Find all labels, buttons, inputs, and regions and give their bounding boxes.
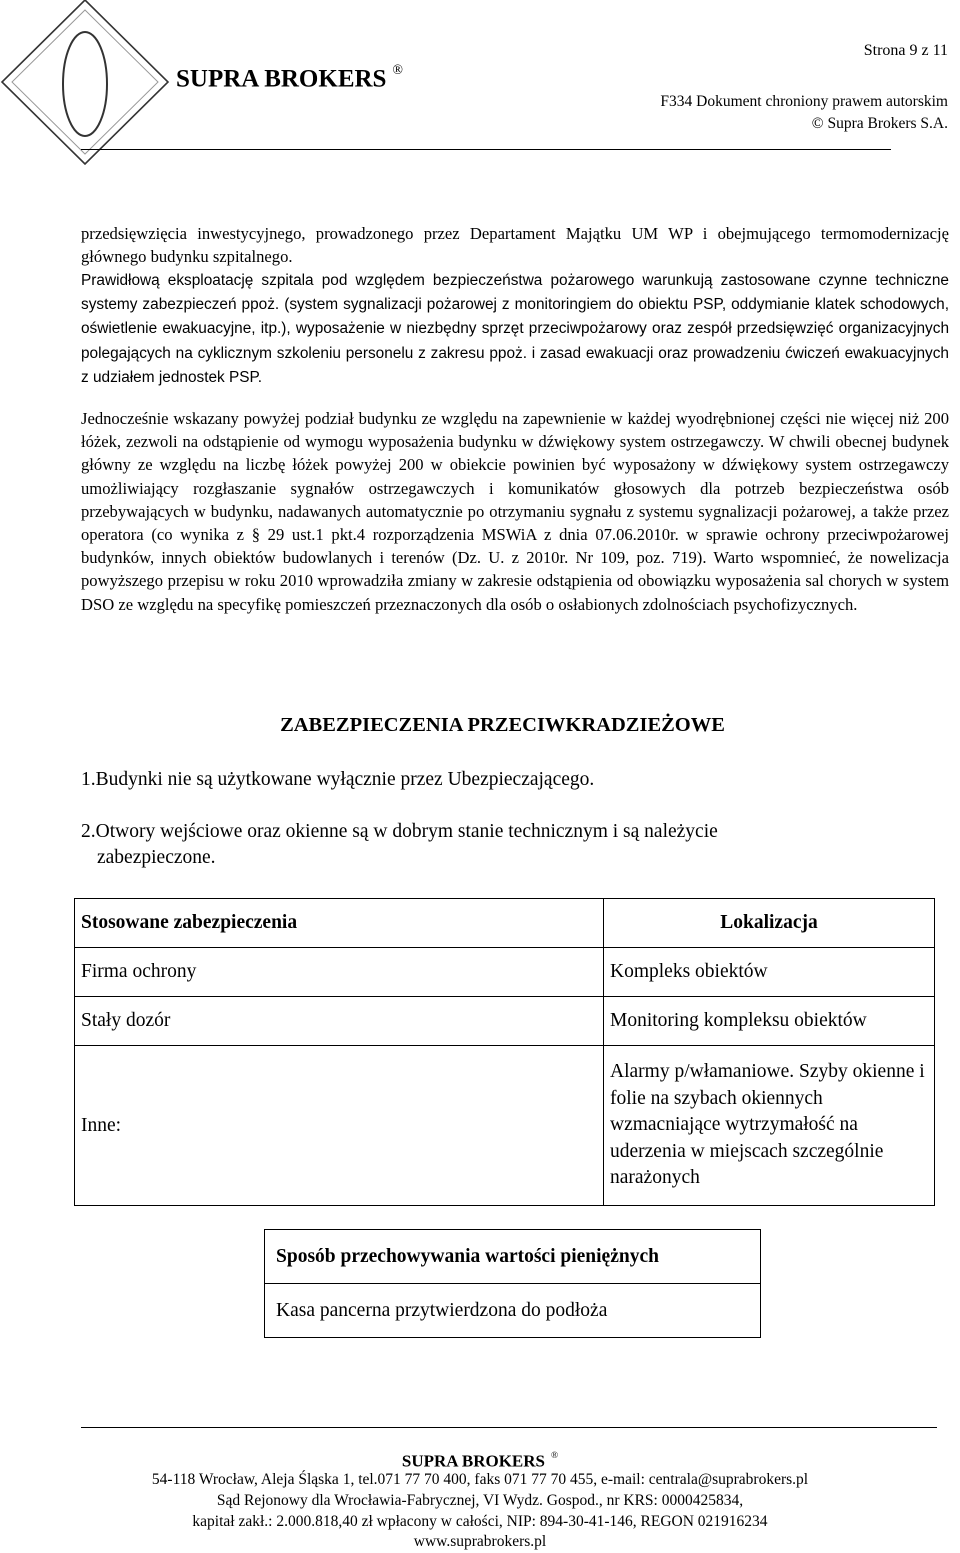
list-item-2-continuation: zabezpieczone. bbox=[97, 847, 216, 868]
table-header-cell: Stosowane zabezpieczenia bbox=[75, 899, 604, 948]
header-rule bbox=[81, 149, 891, 150]
table-row bbox=[75, 997, 935, 1046]
supra-logo-icon bbox=[0, 0, 170, 165]
table-cell: Kasa pancerna przytwierdzona do podłoża bbox=[265, 1284, 761, 1338]
table-cell: Stały dozór bbox=[75, 997, 604, 1046]
table-row bbox=[75, 948, 935, 997]
table-row bbox=[265, 1284, 761, 1338]
page-number: Strona 9 z 11 bbox=[863, 42, 948, 59]
list-item-1: 1.Budynki nie są użytkowane wyłącznie przez Ubezpieczającego. bbox=[81, 769, 595, 790]
table-cell: Kompleks obiektów bbox=[604, 948, 935, 997]
footer-registry: Sąd Rejonowy dla Wrocławia-Fabrycznej, VI Wydz. Gospod., nr KRS: 0000425834, bbox=[216, 1492, 744, 1509]
paragraph-2: Jednocześnie wskazany powyżej podział budynku ze względu na zapewnienie w każdej wyodrębnionej części nie więcej niż 200 łóżek, zezwoli na odstąpienie od wymogu wyposażenia budynku w dźwiękowy system ostrzegawczy. W chwili obecnej budynek główny ze względu na liczbę łóżek powyżej 200 w obiekcie powinien być wyposażony w dźwiękowy system ostrzegawczy umożliwiający rozgłaszanie sygnałów ostrzegawczych i komunikatów głosowych dla potrzeb bezpieczeństwa osób przebywających w budynku, nadawanych automatycznie po otrzymaniu sygnału z systemu sygnalizacji pożarowej, a także przez operatora (co wynika z § 29 ust.1 pkt.4 rozporządzenia MSWiA z dnia 07.06.2010r. w sprawie ochrony przeciwpożarowej budynków, innych obiektów budowlanych i terenów (Dz. U. z 2010r. Nr 109, poz. 719). Warto wspomnieć, że nowelizacja powyższego przepisu w roku 2010 wprowadziła zmiany w zakresie odstąpienia od obowiązku wyposażenia sal chorych w system DSO ze względu na specyfikę pomieszczeń przeznaczonych dla osób o osłabionych zdolnościach psychofizycznych. bbox=[81, 409, 949, 614]
table-header-cell: Lokalizacja bbox=[604, 899, 935, 948]
table-cell: Alarmy p/włamaniowe. Szyby okienne i folie na szybach okiennych wzmacniające wytrzymałość na uderzenia w miejscach szczególnie narażonych bbox=[604, 1046, 935, 1206]
footer-website[interactable]: www.suprabrokers.pl bbox=[413, 1533, 547, 1550]
header-brand: SUPRA BROKERS ® bbox=[176, 62, 403, 93]
table-header-row bbox=[75, 899, 935, 948]
footer-address: 54-118 Wrocław, Aleja Śląska 1, tel.071 77 70 400, faks 071 77 70 455, e-mail: centrala@suprabrokers.pl bbox=[151, 1471, 809, 1488]
document-label: F334 Dokument chroniony prawem autorskim bbox=[660, 93, 948, 110]
table-cell: Monitoring kompleksu obiektów bbox=[604, 997, 935, 1046]
table-cell: Inne: bbox=[75, 1046, 604, 1206]
copyright-label: © Supra Brokers S.A. bbox=[811, 115, 948, 132]
paragraph-1a: przedsięwzięcia inwestycyjnego, prowadzonego przez Departament Majątku UM WP i obejmującego termomodernizację głównego budynku szpitalnego. bbox=[81, 224, 949, 267]
table-cell: Firma ochrony bbox=[75, 948, 604, 997]
table-header-cell: Sposób przechowywania wartości pieniężnych bbox=[265, 1230, 761, 1284]
security-table bbox=[74, 898, 935, 1206]
footer-capital: kapitał zakł.: 2.000.818,40 zł wpłacony w całości, NIP: 894-30-41-146, REGON 021916234 bbox=[192, 1513, 768, 1530]
table-row bbox=[75, 1046, 935, 1206]
money-storage-table bbox=[264, 1229, 761, 1338]
paragraph-1b: Prawidłową eksploatację szpitala pod względem bezpieczeństwa pożarowego warunkują zastosowane czynne techniczne systemy zabezpieczeń ppoż. (system sygnalizacji pożarowej z monitoringiem do obiektu PSP, oddymianie klatek schodowych, oświetlenie ewakuacyjne, itp.), wyposażenie w niezbędny sprzęt przeciwpożarowy oraz zespół przedsięwzięć organizacyjnych polegających na cyklicznym szkoleniu personelu z zakresu ppoż. i zasad ewakuacji oraz prowadzeniu ćwiczeń ewakuacyjnych z udziałem jednostek PSP. bbox=[81, 272, 949, 386]
footer-rule bbox=[81, 1427, 937, 1428]
list-item-2: 2.Otwory wejściowe oraz okienne są w dobrym stanie technicznym i są należycie bbox=[81, 821, 718, 842]
footer-brand: SUPRA BROKERS ® bbox=[401, 1451, 559, 1471]
table-header-row bbox=[265, 1230, 761, 1284]
section-heading: ZABEZPIECZENIA PRZECIWKRADZIEŻOWE bbox=[280, 714, 725, 736]
